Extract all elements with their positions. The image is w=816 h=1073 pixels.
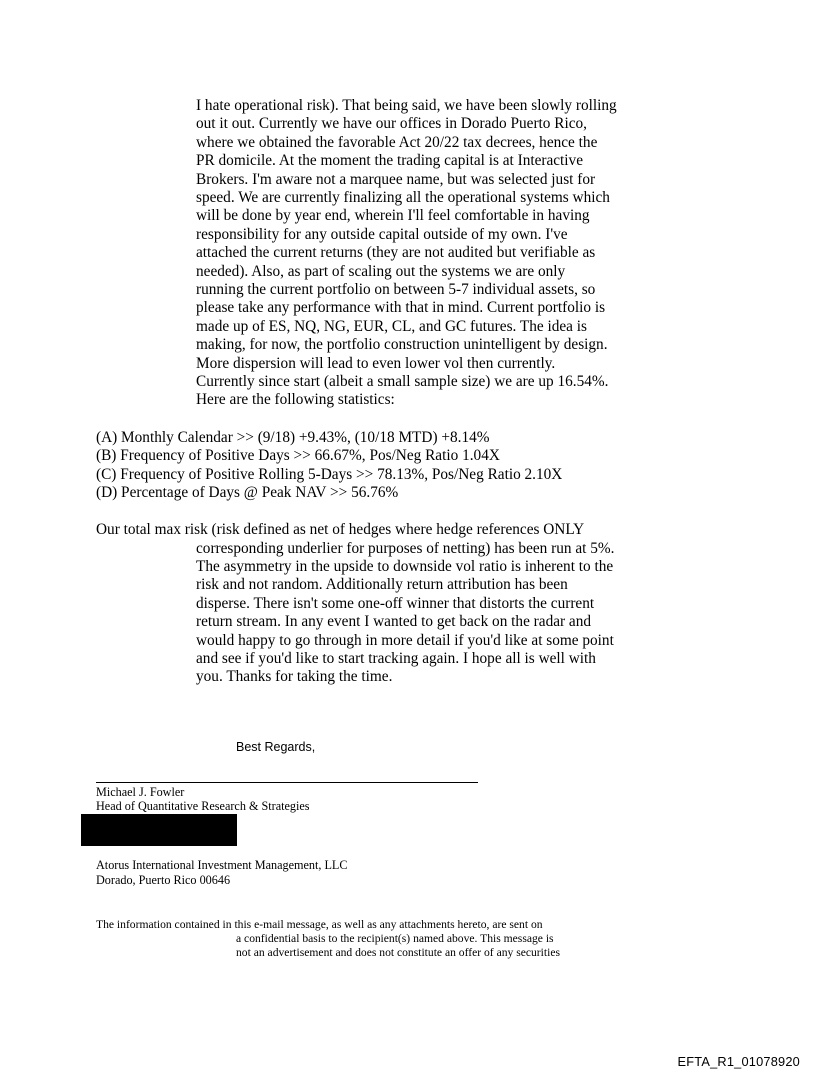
paragraph-1-line: Brokers. I'm aware not a marquee name, but was selected just for <box>196 171 596 188</box>
paragraph-1-line: responsibility for any outside capital outside of my own. I've <box>196 226 568 243</box>
paragraph-1-line: making, for now, the portfolio construction unintelligent by design. <box>196 336 608 353</box>
paragraph-1-line: made up of ES, NQ, NG, EUR, CL, and GC futures. The idea is <box>196 318 588 335</box>
bates-number: EFTA_R1_01078920 <box>677 1054 800 1069</box>
signature-title: Head of Quantitative Research & Strategies <box>96 799 310 813</box>
stat-item-b: (B) Frequency of Positive Days >> 66.67%, Pos/Neg Ratio 1.04X <box>96 447 500 464</box>
paragraph-2-line: The asymmetry in the upside to downside vol ratio is inherent to the <box>196 558 614 575</box>
disclaimer-line: The information contained in this e-mail message, as well as any attachments hereto, are sent on <box>96 918 543 931</box>
paragraph-2-line: would happy to go through in more detail if you'd like at some point <box>196 632 614 649</box>
closing-regards: Best Regards, <box>236 740 316 754</box>
paragraph-1-line: out it out. Currently we have our offices in Dorado Puerto Rico, <box>196 115 587 132</box>
paragraph-1-line: PR domicile. At the moment the trading capital is at Interactive <box>196 152 583 169</box>
paragraph-1-line: Currently since start (albeit a small sample size) we are up 16.54%. <box>196 373 609 390</box>
paragraph-1-line: please take any performance with that in mind. Current portfolio is <box>196 299 606 316</box>
disclaimer-line: not an advertisement and does not constitute an offer of any securities <box>236 946 560 959</box>
paragraph-2-line: and see if you'd like to start tracking again. I hope all is well with <box>196 650 596 667</box>
paragraph-2-line: disperse. There isn't some one-off winner that distorts the current <box>196 595 595 612</box>
disclaimer-line: a confidential basis to the recipient(s) named above. This message is <box>236 932 554 945</box>
paragraph-1-line: Here are the following statistics: <box>196 391 395 408</box>
paragraph-1-line: I hate operational risk). That being said, we have been slowly rolling <box>196 97 617 114</box>
signature-rule <box>96 782 478 783</box>
paragraph-1-line: More dispersion will lead to even lower vol then currently. <box>196 355 556 372</box>
paragraph-2-first-line: Our total max risk (risk defined as net of hedges where hedge references ONLY <box>96 521 585 538</box>
paragraph-1-line: will be done by year end, wherein I'll feel comfortable in having <box>196 207 590 224</box>
paragraph-1-line: needed). Also, as part of scaling out the systems we are only <box>196 263 566 280</box>
stat-item-d: (D) Percentage of Days @ Peak NAV >> 56.76% <box>96 484 399 501</box>
paragraph-1-line: where we obtained the favorable Act 20/22 tax decrees, hence the <box>196 134 598 151</box>
company-location: Dorado, Puerto Rico 00646 <box>96 873 231 887</box>
paragraph-2-line: return stream. In any event I wanted to get back on the radar and <box>196 613 592 630</box>
paragraph-1-line: running the current portfolio on between 5-7 individual assets, so <box>196 281 596 298</box>
paragraph-1-line: speed. We are currently finalizing all the operational systems which <box>196 189 610 206</box>
paragraph-1-line: attached the current returns (they are not audited but verifiable as <box>196 244 596 261</box>
stat-item-c: (C) Frequency of Positive Rolling 5-Days >> 78.13%, Pos/Neg Ratio 2.10X <box>96 466 563 483</box>
paragraph-2-line: you. Thanks for taking the time. <box>196 668 393 685</box>
stat-item-a: (A) Monthly Calendar >> (9/18) +9.43%, (10/18 MTD) +8.14% <box>96 429 490 446</box>
paragraph-2-line: risk and not random. Additionally return attribution has been <box>196 576 568 593</box>
redaction-box <box>81 814 237 846</box>
company-name: Atorus International Investment Management, LLC <box>96 858 348 872</box>
paragraph-2-line: corresponding underlier for purposes of netting) has been run at 5%. <box>196 540 615 557</box>
signature-name: Michael J. Fowler <box>96 785 185 799</box>
